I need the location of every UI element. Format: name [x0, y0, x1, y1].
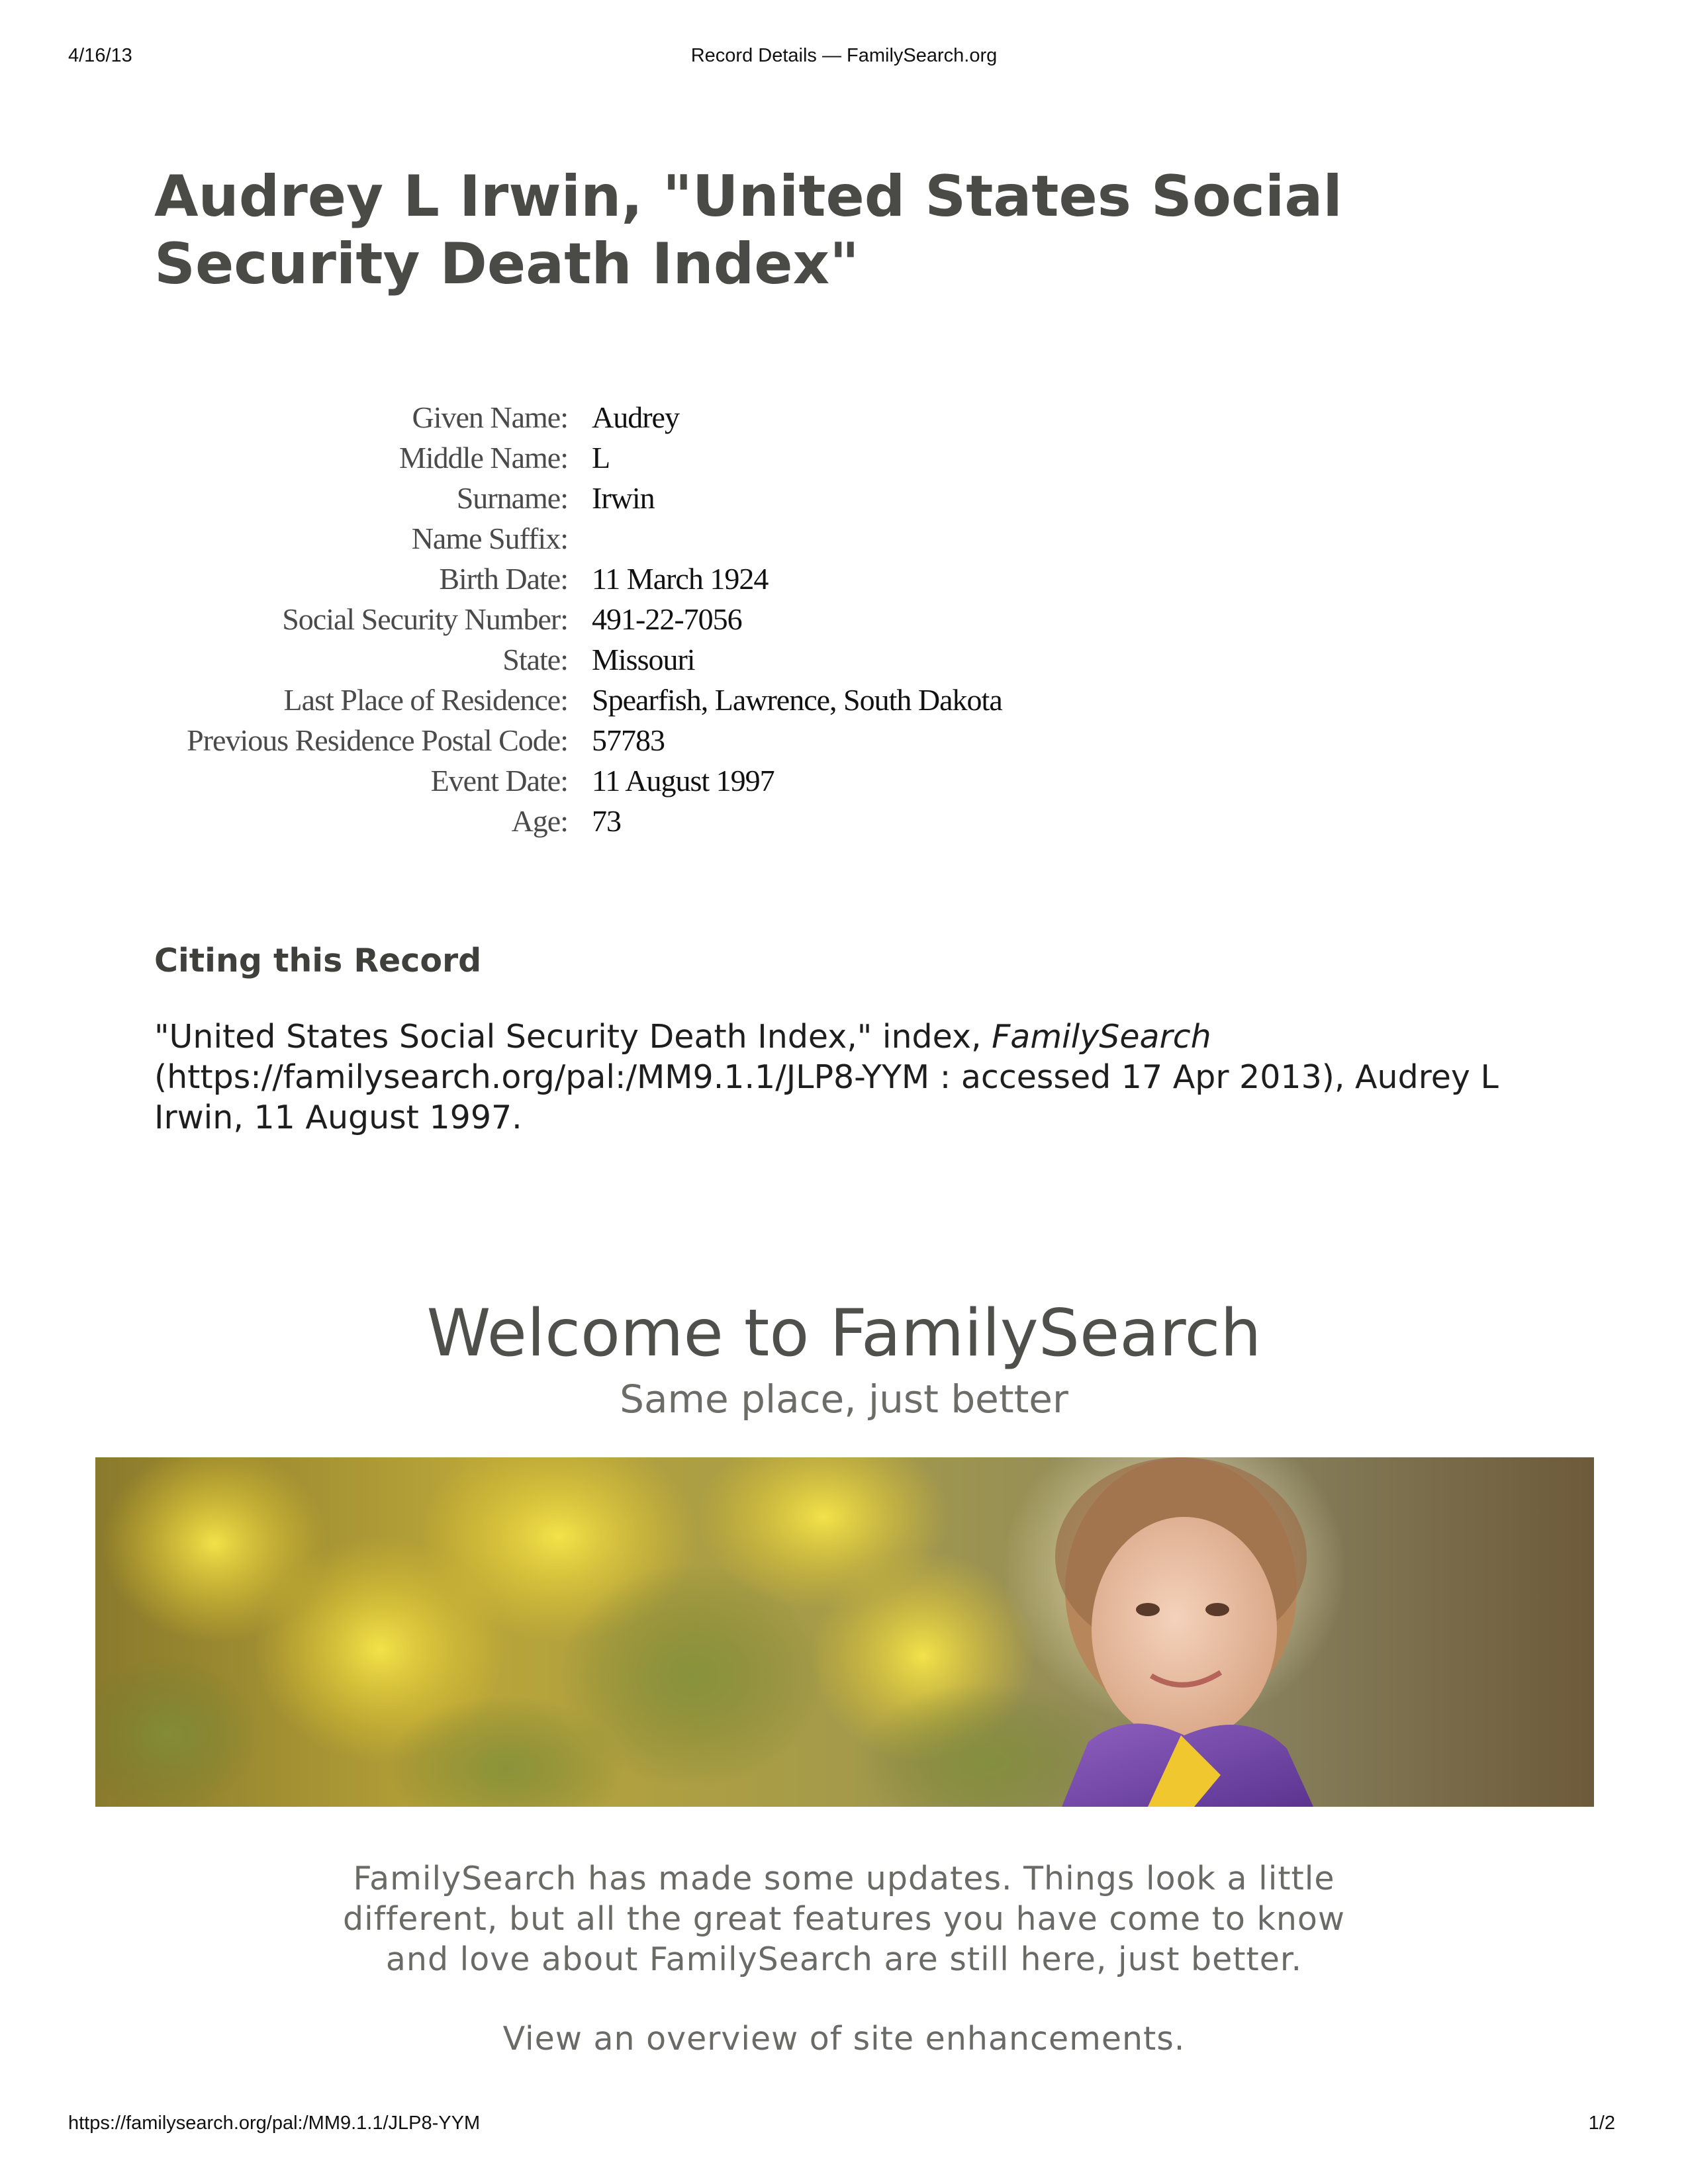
field-row [0, 801, 1688, 841]
field-row [0, 397, 1688, 437]
field-row [0, 720, 1688, 760]
record-fields [0, 397, 1688, 841]
citation-text-before: "United States Social Security Death Index," index, [154, 1018, 992, 1056]
field-label: Event Date: [430, 764, 568, 797]
citation-heading: Citing this Record [154, 942, 482, 979]
field-label: Name Suffix: [411, 522, 568, 555]
field-label: Surname: [456, 481, 568, 515]
field-row [0, 518, 1688, 559]
field-label: Birth Date: [439, 562, 568, 596]
field-label: Last Place of Residence: [283, 683, 568, 717]
field-label: Previous Residence Postal Code: [187, 723, 568, 757]
banner-photo-child-autumn [95, 1457, 1594, 1807]
citation-source: FamilySearch [992, 1018, 1211, 1056]
field-row [0, 599, 1688, 639]
citation-text [154, 1017, 1531, 1138]
welcome-subtitle: Same place, just better [620, 1377, 1068, 1422]
field-row [0, 760, 1688, 801]
field-value: 11 March 1924 [592, 562, 769, 596]
print-header-title: Record Details — FamilySearch.org [690, 45, 998, 66]
field-value: L [592, 441, 610, 475]
print-footer-url: https://familysearch.org/pal:/MM9.1.1/JLP8-YYM [68, 2113, 481, 2134]
field-row [0, 639, 1688, 680]
field-row [0, 478, 1688, 518]
record-title: Audrey L Irwin, "United States Social Security Death Index" [154, 163, 1342, 297]
field-row [0, 437, 1688, 478]
field-value: 57783 [592, 723, 665, 757]
field-value: 73 [592, 804, 621, 838]
field-value: Audrey [592, 400, 679, 434]
overview-link[interactable]: View an overview of site enhancements. [502, 2020, 1186, 2058]
welcome-title: Welcome to FamilySearch [426, 1296, 1262, 1371]
field-value: Irwin [592, 481, 655, 515]
field-label: Given Name: [412, 400, 568, 434]
field-label: Social Security Number: [282, 602, 568, 636]
updates-text: FamilySearch has made some updates. Things look a little different, but all the great features you have come to know and love about FamilySearch are still here, just better. [343, 1860, 1345, 1978]
field-row [0, 680, 1688, 720]
field-label: State: [502, 643, 568, 676]
field-label: Middle Name: [399, 441, 568, 475]
field-value: 491-22-7056 [592, 602, 742, 636]
print-footer-page-number: 1/2 [1588, 2113, 1615, 2134]
field-row [0, 559, 1688, 599]
print-header-date: 4/16/13 [68, 45, 132, 66]
citation-text-after: (https://familysearch.org/pal:/MM9.1.1/JLP8-YYM : accessed 17 Apr 2013), Audrey L Irwin, 11 August 1997. [154, 1058, 1499, 1136]
field-value: Spearfish, Lawrence, South Dakota [592, 683, 1002, 717]
field-value: Missouri [592, 643, 695, 676]
field-value: 11 August 1997 [592, 764, 774, 797]
field-label: Age: [511, 804, 568, 838]
banner-image [95, 1457, 1594, 1807]
